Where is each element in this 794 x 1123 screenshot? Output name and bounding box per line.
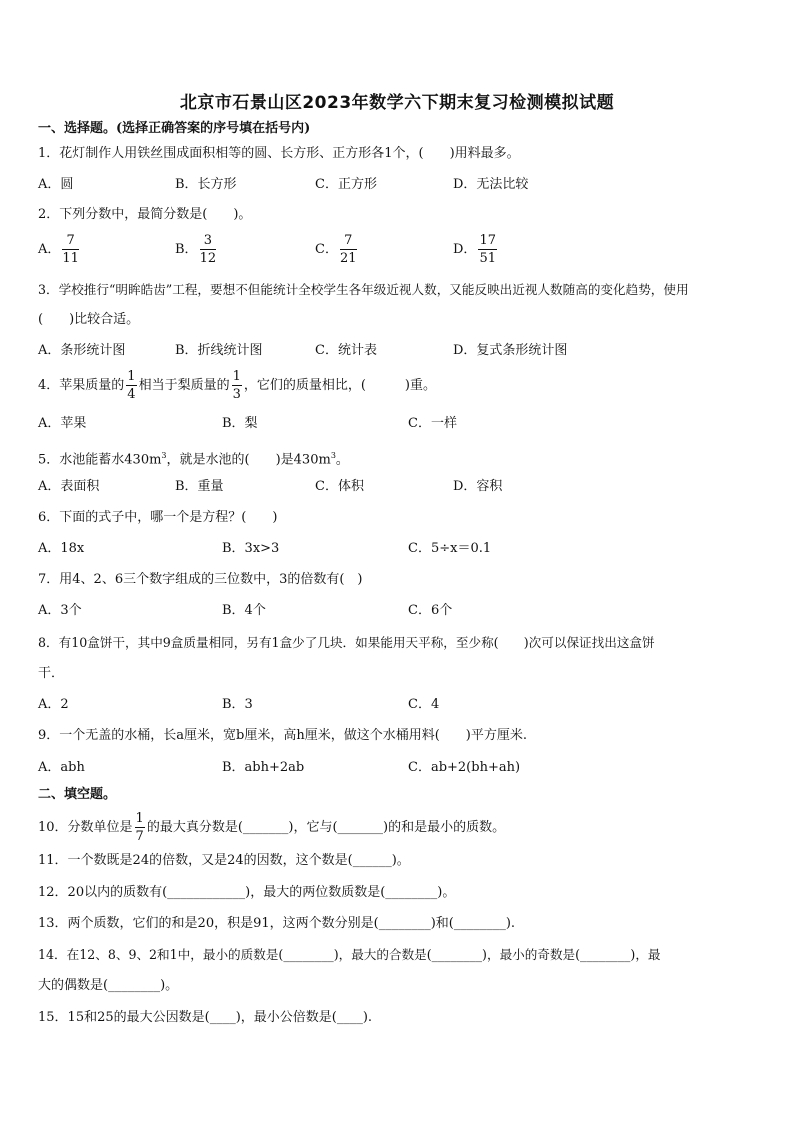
q4-option-b: B．梨 (222, 416, 258, 431)
q2-option-b: B． $\frac{3}{12}$ (175, 233, 217, 266)
question-14-line-2: 大的偶数是(________)。 (38, 978, 179, 993)
question-1: 1．花灯制作人用铁丝围成面积相等的圆、长方形、正方形各1个，( )用料最多。 (38, 146, 520, 161)
q1-option-c: C．正方形 (315, 177, 377, 192)
q9-option-c: C．ab+2(bh+ah) (408, 760, 521, 775)
q6-option-c: C．5÷x＝0.1 (408, 541, 492, 556)
question-4: 4．苹果质量的 $\frac{1}{4}$ 相当于梨质量的 $\frac{1}{3}$ ，它们的质量相比，( )重。 (38, 369, 437, 402)
q1-option-d: D．无法比较 (453, 177, 529, 192)
q3-option-a: A．条形统计图 (38, 343, 126, 358)
q2-option-d: D． $\frac{17}{51}$ (453, 233, 496, 266)
q2-option-a: A． $\frac{7}{11}$ (38, 233, 79, 266)
q9-option-b: B．abh+2ab (222, 760, 305, 775)
q8-option-b: B．3 (222, 697, 253, 712)
q3-option-d: D．复式条形统计图 (453, 343, 568, 358)
q7-option-c: C．6个 (408, 603, 453, 618)
question-7: 7．用4、2、6三个数字组成的三位数中，3的倍数有( ) (38, 572, 363, 587)
fraction: $\frac{1}{7}$ (135, 811, 144, 844)
q5-option-b: B．重量 (175, 479, 224, 494)
question-6: 6．下面的式子中，哪一个是方程？( ) (38, 510, 278, 525)
q5-option-a: A．表面积 (38, 479, 100, 494)
q1-option-a: A．圆 (38, 177, 74, 192)
fraction: $\frac{7}{21}$ (339, 233, 357, 266)
fraction: $\frac{3}{12}$ (199, 233, 217, 266)
fraction: $\frac{17}{51}$ (479, 233, 496, 266)
q6-option-b: B．3x>3 (222, 541, 280, 556)
question-9: 9．一个无盖的水桶，长a厘米，宽b厘米，高h厘米，做这个水桶用料( )平方厘米. (38, 728, 527, 743)
question-8-line-2: 干． (38, 666, 65, 681)
fraction: $\frac{1}{3}$ (232, 369, 241, 402)
q9-option-a: A．abh (38, 760, 85, 775)
question-10: 10．分数单位是 $\frac{1}{7}$ 的最大真分数是(_______)，它与(_______)的和是最小的质数。 (38, 811, 506, 844)
q7-option-a: A．3个 (38, 603, 82, 618)
q8-option-c: C．4 (408, 697, 440, 712)
q5-option-d: D．容积 (453, 479, 503, 494)
fraction: $\frac{7}{11}$ (62, 233, 79, 266)
question-8-line-1: 8．有10盒饼干，其中9盒质量相同，另有1盒少了几块．如果能用天平称，至少称( )次可以保证找出这盒饼 (38, 635, 655, 650)
q8-option-a: A．2 (38, 697, 69, 712)
fraction: $\frac{1}{4}$ (127, 369, 136, 402)
question-15: 15．15和25的最大公因数是(____)，最小公倍数是(____). (38, 1010, 373, 1025)
q7-option-b: B．4个 (222, 603, 266, 618)
question-13: 13．两个质数，它们的和是20，积是91，这两个数分别是(________)和(________). (38, 916, 516, 931)
q5-option-c: C．体积 (315, 479, 364, 494)
question-5: 5．水池能蓄水$430m^3$，就是水池的( )是$430m^3$。 (38, 451, 349, 468)
question-3-line-1: 3．学校推行“明眸皓齿”工程，要想不但能统计全校学生各年级近视人数，又能反映出近视人数随高的变化趋势，使用 (38, 282, 689, 297)
question-3-line-2: ( )比较合适。 (38, 312, 140, 327)
question-11: 11．一个数既是24的倍数，又是24的因数，这个数是(______)。 (38, 853, 410, 868)
q4-option-a: A．苹果 (38, 416, 87, 431)
q2-option-c: C． $\frac{7}{21}$ (315, 233, 357, 266)
q3-option-b: B．折线统计图 (175, 343, 263, 358)
question-2: 2．下列分数中，最简分数是( )。 (38, 207, 252, 222)
q4-option-c: C．一样 (408, 416, 457, 431)
section-heading-choice: 一、选择题。(选择正确答案的序号填在括号内) (38, 121, 311, 136)
q3-option-c: C．统计表 (315, 343, 377, 358)
q1-option-b: B．长方形 (175, 177, 237, 192)
question-12: 12．20以内的质数有(____________)，最大的两位数质数是(________)。 (38, 885, 456, 900)
question-14-line-1: 14．在12、8、9、2和1中，最小的质数是(________)，最大的合数是(________)，最小的奇数是(________)，最 (38, 947, 661, 962)
q6-option-a: A．18x (38, 541, 85, 556)
page-title: 北京市石景山区2023年数学六下期末复习检测模拟试题 (179, 93, 615, 113)
section-heading-fill-in: 二、填空题。 (38, 787, 117, 802)
